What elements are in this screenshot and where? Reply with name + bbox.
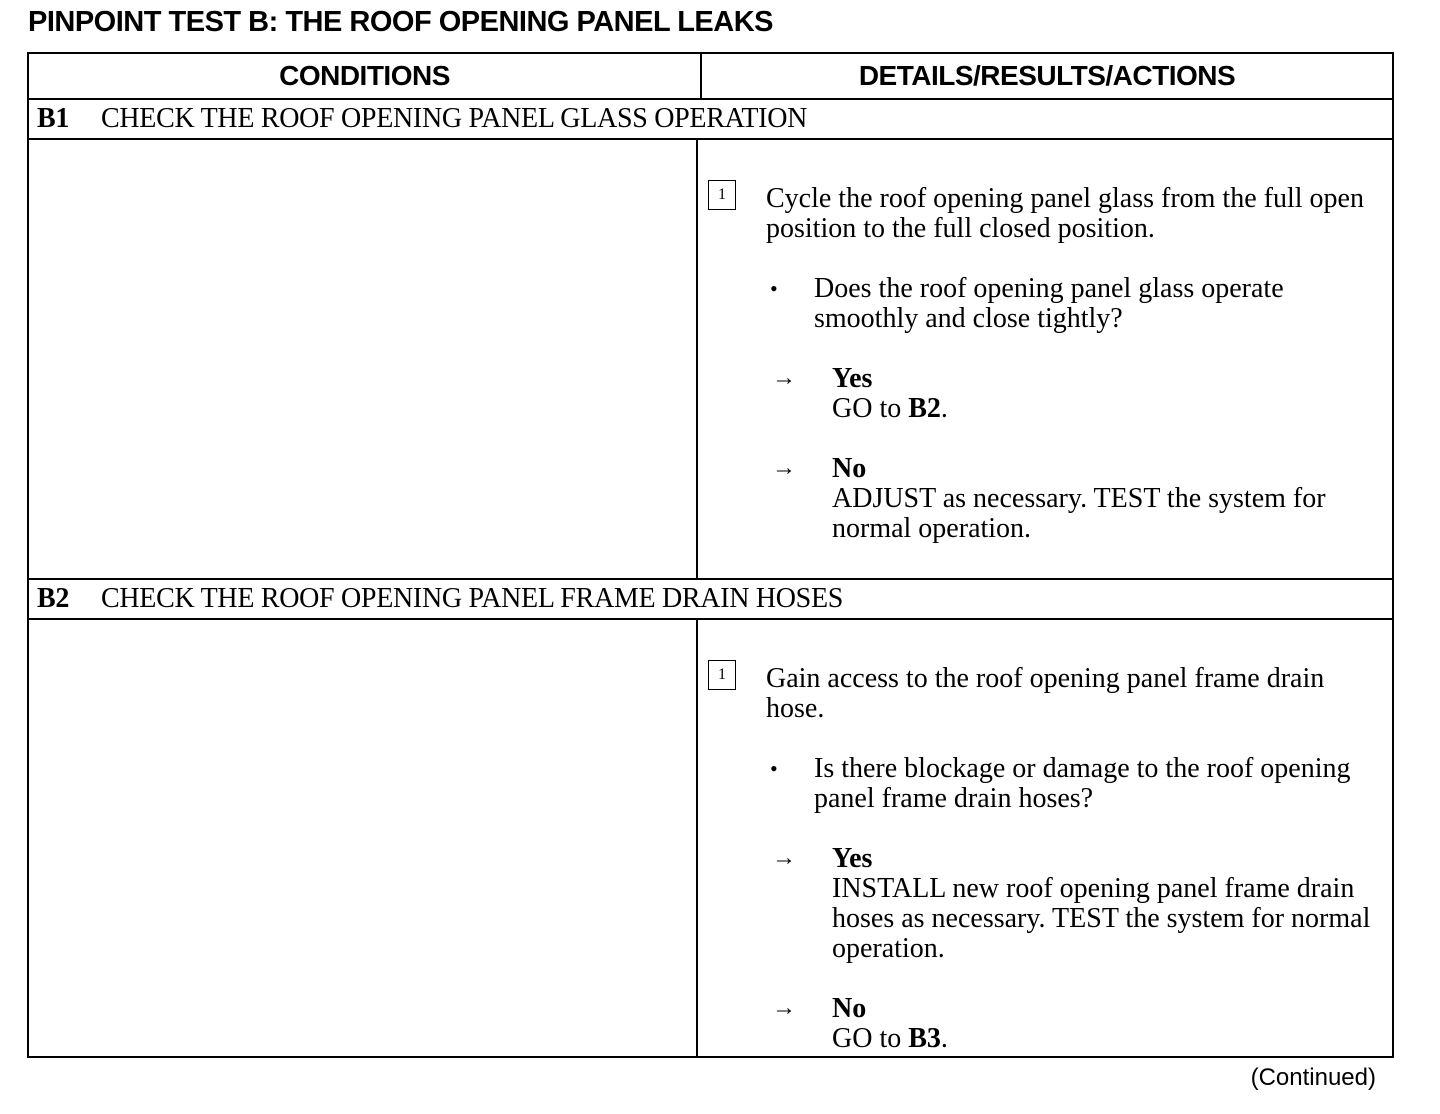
yes-answer bbox=[832, 844, 1392, 964]
no-reference: B3 bbox=[908, 1023, 941, 1054]
pinpoint-test-table bbox=[27, 52, 1394, 1058]
no-answer: No GO to B3. bbox=[832, 994, 1392, 1054]
yes-action: INSTALL new roof opening panel frame drain hoses as necessary. TEST the system for normal operation. bbox=[832, 873, 1371, 964]
right-arrow-icon: → bbox=[772, 995, 796, 1021]
right-arrow-icon: → bbox=[772, 455, 796, 481]
yes-label: Yes bbox=[832, 843, 873, 874]
page-title: PINPOINT TEST B: THE ROOF OPENING PANEL LEAKS bbox=[28, 6, 773, 38]
question-text: Does the roof opening panel glass operate smoothly and close tightly? bbox=[814, 273, 1284, 334]
step-b2-body bbox=[29, 620, 1392, 1056]
no-action: ADJUST as necessary. TEST the system for normal operation. bbox=[832, 483, 1326, 544]
details-cell bbox=[698, 620, 1392, 1056]
step-b1-body bbox=[29, 140, 1392, 580]
yes-label: Yes bbox=[832, 363, 873, 394]
header-conditions: CONDITIONS bbox=[29, 54, 702, 98]
no-label: No bbox=[832, 453, 867, 484]
step-b2-title-row bbox=[29, 580, 1392, 620]
instruction-text: Gain access to the roof opening panel frame drain hose. bbox=[766, 663, 1325, 724]
header-details: DETAILS/RESULTS/ACTIONS bbox=[858, 60, 1236, 91]
step-code: B1 bbox=[37, 103, 70, 134]
right-arrow-icon: → bbox=[772, 845, 796, 871]
right-arrow-icon: → bbox=[772, 365, 796, 391]
yes-action: GO to bbox=[832, 393, 909, 424]
continued-note: (Continued) bbox=[1250, 1064, 1376, 1091]
yes-answer: Yes GO to B2. bbox=[832, 364, 1392, 424]
conditions-cell bbox=[29, 620, 698, 1056]
conditions-cell bbox=[29, 140, 698, 578]
step-title: CHECK THE ROOF OPENING PANEL GLASS OPERATION bbox=[101, 103, 808, 134]
question-text: Is there blockage or damage to the roof opening panel frame drain hoses? bbox=[814, 753, 1351, 814]
bullet-icon: • bbox=[770, 276, 778, 301]
details-cell bbox=[698, 140, 1392, 578]
yes-reference: B2 bbox=[908, 393, 941, 424]
no-label: No bbox=[832, 993, 867, 1024]
no-answer bbox=[832, 454, 1392, 544]
table-header bbox=[29, 54, 1392, 100]
step-title: CHECK THE ROOF OPENING PANEL FRAME DRAIN HOSES bbox=[101, 583, 844, 614]
bullet-icon: • bbox=[770, 756, 778, 781]
instruction-text: Cycle the roof opening panel glass from the full open position to the full closed position. bbox=[766, 183, 1364, 244]
step-b1-title-row bbox=[29, 100, 1392, 140]
step-number-box: 1 bbox=[708, 660, 736, 690]
step-number-box: 1 bbox=[708, 180, 736, 210]
step-code: B2 bbox=[37, 583, 70, 614]
no-action: GO to bbox=[832, 1023, 909, 1054]
